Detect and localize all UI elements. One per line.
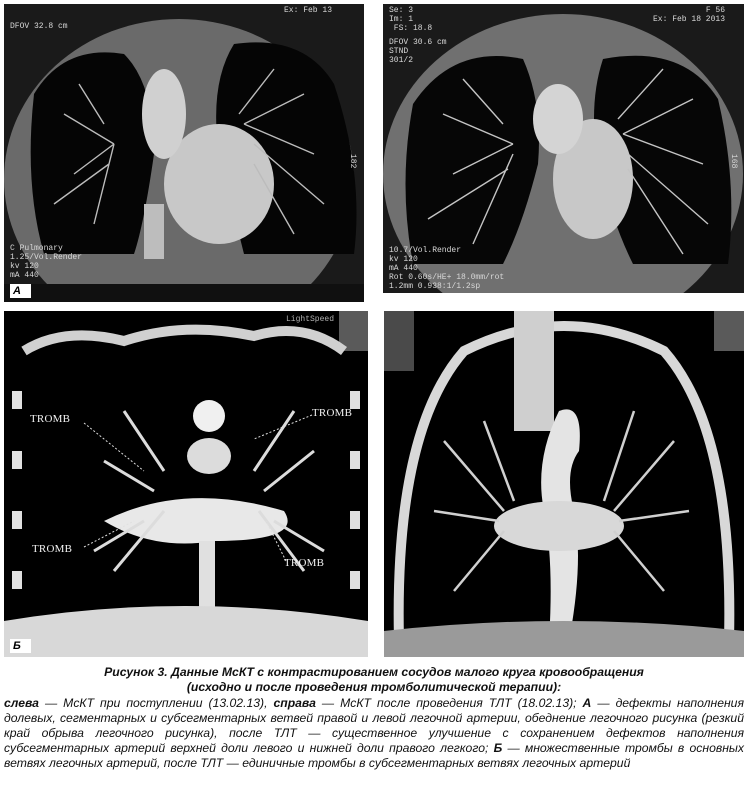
series-overlay-a-right: Se: 3 Im: 1 FS: 18.8 [389,6,433,33]
panel-label-b: Б [10,639,31,653]
corner-text-b-left: LightSpeed [286,315,335,324]
tromb-label-upper-left: TROMB [30,413,71,425]
dfov-overlay-a-left: DFOV 32.8 cm [10,22,68,31]
panel-label-a: А [10,284,31,298]
exam-date-overlay-a-right: F 56 Ex: Feb 18 2013 [653,6,726,24]
caption-left-label: слева [4,696,39,710]
side-text-a-left: 182 [348,154,357,169]
ct-image-b-right [384,311,744,657]
side-text-a-right: 168 [729,154,738,169]
ct-scan-chest-b-right [384,311,744,657]
caption-title-line-1: Рисунок 3. Данные МсКТ с контрастированием сосудов малого круга кровообращения [104,665,644,679]
caption-title-line-2: (исходно и после проведения тромболитической терапии): [186,680,562,694]
caption-b-text: — множественные тромбы в основных ветвях легочных артерий, после ТЛТ — единичные тромбы в субсегментарных ветвях легочных артерий [4,741,744,770]
caption-a-label: А [582,696,592,710]
caption-b-label: Б [493,741,503,755]
tromb-label-lower-left: TROMB [32,543,73,555]
caption-left-text: — МсКТ при поступлении (13.02.13), [38,696,274,710]
caption-a-text: — дефекты наполнения долевых, сегментарных и субсегментарных ветвей правой и левой легочной артерии, обеднение легочного рисунка (резкий край обрыва легочного рисунка), после ТЛТ — существенное улучшение с сохранением дефектов наполнения субсегментарных артерий верхней доли левого и нижней доли правого легкого; [4,696,744,755]
caption-right-label: справа [273,696,316,710]
params-overlay-a-left: C Pulmonary 1.25/Vol.Render kv 120 mA 440 [10,244,83,280]
tromb-label-upper-right: TROMB [312,407,353,419]
caption-title [4,665,744,695]
ct-image-b-left [4,311,368,657]
caption-right-text: — МсКТ после проведения ТЛТ (18.02.13); [315,696,583,710]
dfov-overlay-a-right: DFOV 30.6 cm STND 301/2 [389,38,447,65]
figure-caption [4,665,744,771]
tromb-pointer-lines [4,311,368,657]
exam-date-overlay-a-left: Ex: Feb 13 [284,6,333,15]
ct-image-a-left [4,4,364,302]
params-overlay-a-right: 10.7/Vol.Render kv 120 mA 440 Rot 0.60s/HE+ 18.0mm/rot 1.2mm 0.938:1/1.2sp [389,246,505,291]
tromb-label-lower-right: TROMB [284,557,325,569]
ct-image-a-right [383,4,744,293]
caption-body [4,696,744,771]
